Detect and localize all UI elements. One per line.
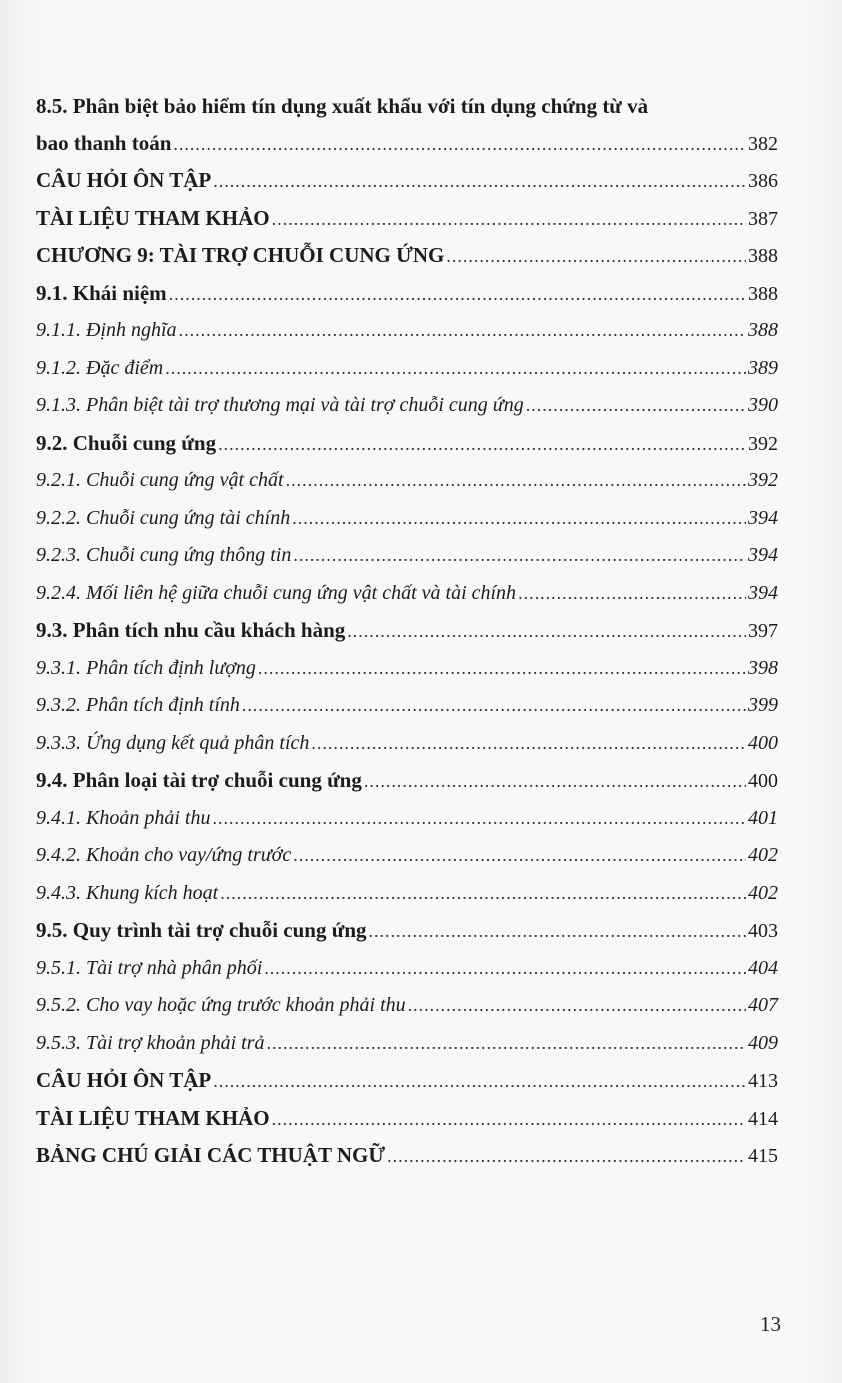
toc-entry-title: 9.4.2. Khoản cho vay/ứng trước xyxy=(36,844,292,866)
toc-entry xyxy=(36,200,778,238)
dot-leader xyxy=(347,613,746,651)
dot-leader xyxy=(369,913,746,951)
dot-leader xyxy=(220,875,746,913)
toc-page-number: 386 xyxy=(748,170,778,192)
toc-page-number: 389 xyxy=(748,356,778,379)
toc-entry-title: 9.1.1. Định nghĩa xyxy=(36,319,177,341)
toc-entry-title: 9.3.2. Phân tích định tính xyxy=(36,694,240,716)
toc-entry-8-5-line1 xyxy=(36,88,778,125)
toc-entry-section xyxy=(36,912,778,950)
toc-entry-subsection xyxy=(36,387,778,425)
dot-leader xyxy=(311,725,746,763)
toc-entry-subsection xyxy=(36,950,778,988)
dot-leader xyxy=(364,763,746,801)
toc-page-number: 402 xyxy=(748,844,778,866)
toc-entry-title: BẢNG CHÚ GIẢI CÁC THUẬT NGỮ xyxy=(36,1143,386,1167)
toc-entry-title: 9.5.1. Tài trợ nhà phân phối xyxy=(36,956,263,979)
dot-leader xyxy=(293,537,746,575)
page-number: 13 xyxy=(760,1312,781,1336)
toc-page-number: 382 xyxy=(748,133,778,155)
toc-entry-subsection xyxy=(36,500,778,538)
toc-entry-title: 9.2.3. Chuỗi cung ứng thông tin xyxy=(36,544,292,566)
dot-leader xyxy=(213,163,746,201)
dot-leader xyxy=(212,800,746,838)
toc-page-number: 402 xyxy=(748,881,778,904)
toc-page-number: 394 xyxy=(748,544,778,566)
toc-entry-title: TÀI LIỆU THAM KHẢO xyxy=(36,205,270,230)
toc-entry-title: 9.1.2. Đặc điểm xyxy=(36,356,164,379)
toc-entry-title: 9.5.3. Tài trợ khoản phải trả xyxy=(36,1031,265,1054)
dot-leader xyxy=(173,126,746,164)
toc-entry-subsection xyxy=(36,875,778,913)
dot-leader xyxy=(292,500,746,538)
dot-leader xyxy=(272,1101,746,1139)
toc-page-number: 394 xyxy=(748,581,778,604)
toc-page-number: 415 xyxy=(748,1145,778,1167)
toc-entry-title: 9.3.1. Phân tích định lượng xyxy=(36,656,256,679)
dot-leader xyxy=(258,650,746,688)
toc-entry-title: TÀI LIỆU THAM KHẢO xyxy=(36,1105,270,1130)
dot-leader xyxy=(242,687,746,725)
toc-entry-title: 9.1.3. Phân biệt tài trợ thương mại và tài trợ chuỗi cung ứng xyxy=(36,394,524,416)
toc-entry-subsection xyxy=(36,837,778,875)
toc-page-number: 404 xyxy=(748,956,778,979)
toc-page-number: 388 xyxy=(748,245,778,267)
toc-page-number: 414 xyxy=(748,1107,778,1130)
dot-leader xyxy=(165,350,746,388)
dot-leader xyxy=(213,1063,746,1101)
toc-entry-title: 9.4.1. Khoản phải thu xyxy=(36,806,211,829)
toc-entry-subsection xyxy=(36,987,778,1025)
toc-entry-section xyxy=(36,762,778,800)
toc-entry xyxy=(36,1100,778,1138)
toc-entry-title: 9.4. Phân loại tài trợ chuỗi cung ứng xyxy=(36,768,362,792)
toc-page-number: 387 xyxy=(748,207,778,230)
toc-page-number: 409 xyxy=(748,1031,778,1054)
dot-leader xyxy=(293,837,746,875)
toc-entry xyxy=(36,162,778,200)
toc-entry-title: 9.5.2. Cho vay hoặc ứng trước khoản phải thu xyxy=(36,994,406,1016)
toc-entry-8-5-line2 xyxy=(36,125,778,162)
toc-page-number: 401 xyxy=(748,806,778,829)
dot-leader xyxy=(286,462,746,500)
toc-page-number: 392 xyxy=(748,469,778,491)
toc-entry-subsection xyxy=(36,800,778,838)
dot-leader xyxy=(272,201,746,239)
dot-leader xyxy=(266,1025,746,1063)
toc-entry-title: 9.1. Khái niệm xyxy=(36,280,167,305)
toc-entry-section xyxy=(36,425,778,463)
dot-leader xyxy=(264,950,746,988)
toc-page-number: 390 xyxy=(748,394,778,416)
toc-page-number: 407 xyxy=(748,994,778,1016)
toc-page-number: 413 xyxy=(748,1070,778,1092)
toc-page-number: 398 xyxy=(748,656,778,679)
toc-entry-subsection xyxy=(36,687,778,725)
toc-page-number: 400 xyxy=(748,731,778,754)
toc-entry-title: 9.2.2. Chuỗi cung ứng tài chính xyxy=(36,506,291,529)
dot-leader xyxy=(169,276,746,314)
toc-entry-subsection xyxy=(36,725,778,763)
dot-leader xyxy=(218,426,746,464)
toc-entry-subsection xyxy=(36,312,778,350)
toc-page-number: 392 xyxy=(748,432,778,455)
toc-entry-subsection xyxy=(36,462,778,500)
toc-entry-subsection xyxy=(36,1025,778,1063)
dot-leader xyxy=(446,238,746,276)
toc-entry xyxy=(36,1062,778,1100)
toc-entry-title: 9.2.4. Mối liên hệ giữa chuỗi cung ứng vật chất và tài chính xyxy=(36,581,517,604)
toc-page-number: 388 xyxy=(748,319,778,341)
toc-entry-title: 9.2.1. Chuỗi cung ứng vật chất xyxy=(36,469,284,491)
toc-entry-title: 9.3. Phân tích nhu cầu khách hàng xyxy=(36,618,346,642)
toc-entry-title: 9.3.3. Ứng dụng kết quả phân tích xyxy=(36,731,310,754)
toc-entry xyxy=(36,1137,778,1175)
dot-leader xyxy=(408,987,746,1025)
toc-entry-subsection xyxy=(36,537,778,575)
toc-page-number: 400 xyxy=(748,770,778,792)
toc-entry-section xyxy=(36,612,778,650)
toc-entry-title: 9.2. Chuỗi cung ứng xyxy=(36,430,217,455)
toc-entry-title: CÂU HỎI ÔN TẬP xyxy=(36,1068,212,1092)
toc-entry-chapter xyxy=(36,237,778,275)
toc-entry-subsection xyxy=(36,575,778,613)
toc-entry-title: 9.5. Quy trình tài trợ chuỗi cung ứng xyxy=(36,918,367,942)
toc-entry-title: 8.5. Phân biệt bảo hiểm tín dụng xuất khẩu với tín dụng chứng từ và xyxy=(36,94,649,118)
dot-leader xyxy=(518,575,746,613)
table-of-contents xyxy=(36,88,778,1175)
toc-entry-title: CÂU HỎI ÔN TẬP xyxy=(36,168,212,192)
toc-page-number: 394 xyxy=(748,506,778,529)
toc-entry-title: CHƯƠNG 9: TÀI TRỢ CHUỖI CUNG ỨNG xyxy=(36,243,445,267)
toc-page-number: 399 xyxy=(748,694,778,716)
toc-entry-title: 9.4.3. Khung kích hoạt xyxy=(36,881,219,904)
toc-page-number: 403 xyxy=(748,920,778,942)
toc-page-number: 397 xyxy=(748,620,778,642)
dot-leader xyxy=(526,387,746,425)
toc-entry-subsection xyxy=(36,350,778,388)
toc-entry-section xyxy=(36,275,778,313)
toc-entry-subsection xyxy=(36,650,778,688)
dot-leader xyxy=(387,1138,746,1176)
toc-entry-title: bao thanh toán xyxy=(36,131,172,155)
toc-page-number: 388 xyxy=(748,282,778,305)
dot-leader xyxy=(179,312,746,350)
